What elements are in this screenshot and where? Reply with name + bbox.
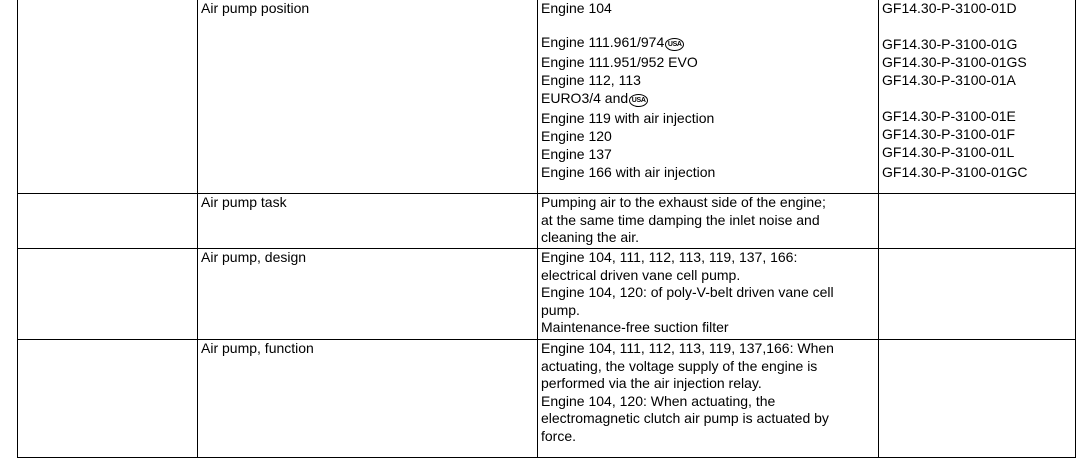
blank-cell xyxy=(18,249,198,340)
engine-line: Engine 112, 113 xyxy=(541,72,641,88)
code-line: GF14.30-P-3100-01E xyxy=(882,108,1016,124)
table-row xyxy=(18,249,1076,340)
blank-cell xyxy=(18,340,198,458)
description-line: Engine 104, 111, 112, 113, 119, 137, 166: xyxy=(541,249,798,265)
engine-line xyxy=(541,34,875,54)
description-line: Engine 104, 120: of poly-V-belt driven vane cell xyxy=(541,284,834,300)
blank-cell xyxy=(879,340,1076,458)
description-line: Engine 104, 111, 112, 113, 119, 137,166: When xyxy=(541,340,834,356)
code-line: GF14.30-P-3100-01D xyxy=(882,0,1017,16)
code-line: GF14.30-P-3100-01A xyxy=(882,72,1016,88)
description-line: actuating, the voltage supply of the engine is xyxy=(541,357,818,374)
engine-line: Engine 166 with air injection xyxy=(541,164,716,180)
engine-line xyxy=(541,90,875,110)
table-row xyxy=(18,0,1076,194)
code-line: GF14.30-P-3100-01GC xyxy=(882,164,1028,180)
engine-line: Engine 111.951/952 EVO xyxy=(541,54,698,70)
topic-label: Air pump, function xyxy=(201,340,314,356)
description-line: Maintenance-free suction filter xyxy=(541,319,729,335)
topic-label: Air pump, design xyxy=(201,249,307,265)
table-row xyxy=(18,194,1076,249)
usa-badge-icon: USA xyxy=(665,38,684,51)
description-line: at the same time damping the inlet noise and xyxy=(541,211,820,228)
topic-label: Air pump position xyxy=(201,0,310,16)
engine-text: EURO3/4 and xyxy=(541,90,629,106)
topic-cell xyxy=(198,340,538,458)
description-line: force. xyxy=(541,427,577,444)
codes-cell xyxy=(879,0,1076,194)
engine-line: Engine 137 xyxy=(541,146,612,162)
code-line: GF14.30-P-3100-01G xyxy=(882,36,1018,52)
description-line: performed via the air injection relay. xyxy=(541,375,762,391)
code-line: GF14.30-P-3100-01F xyxy=(882,126,1016,142)
description-line: electrical driven vane cell pump. xyxy=(541,266,741,283)
topic-cell xyxy=(198,249,538,340)
engine-line: Engine 119 with air injection xyxy=(541,110,715,126)
engine-line: Engine 120 xyxy=(541,128,612,144)
engine-text: Engine 111.961/974 xyxy=(541,34,665,50)
blank-cell xyxy=(879,194,1076,249)
description-line: Engine 104, 120: When actuating, the xyxy=(541,392,776,409)
blank-cell xyxy=(879,249,1076,340)
air-pump-table xyxy=(17,0,1076,458)
code-line: GF14.30-P-3100-01GS xyxy=(882,54,1027,70)
topic-cell xyxy=(198,194,538,249)
description-line: electromagnetic clutch air pump is actuated by xyxy=(541,410,829,426)
topic-cell xyxy=(198,0,538,194)
description-cell xyxy=(538,194,879,249)
code-line: GF14.30-P-3100-01L xyxy=(882,144,1015,160)
usa-badge-icon: USA xyxy=(629,94,648,107)
blank-cell xyxy=(18,194,198,249)
description-cell xyxy=(538,249,879,340)
description-line: cleaning the air. xyxy=(541,229,640,245)
engines-cell xyxy=(538,0,879,194)
description-line: pump. xyxy=(541,301,580,318)
description-cell xyxy=(538,340,879,458)
table-row xyxy=(18,340,1076,458)
engine-line: Engine 104 xyxy=(541,0,612,16)
description-line: Pumping air to the exhaust side of the engine; xyxy=(541,194,826,210)
blank-cell xyxy=(18,0,198,194)
topic-label: Air pump task xyxy=(201,194,287,210)
